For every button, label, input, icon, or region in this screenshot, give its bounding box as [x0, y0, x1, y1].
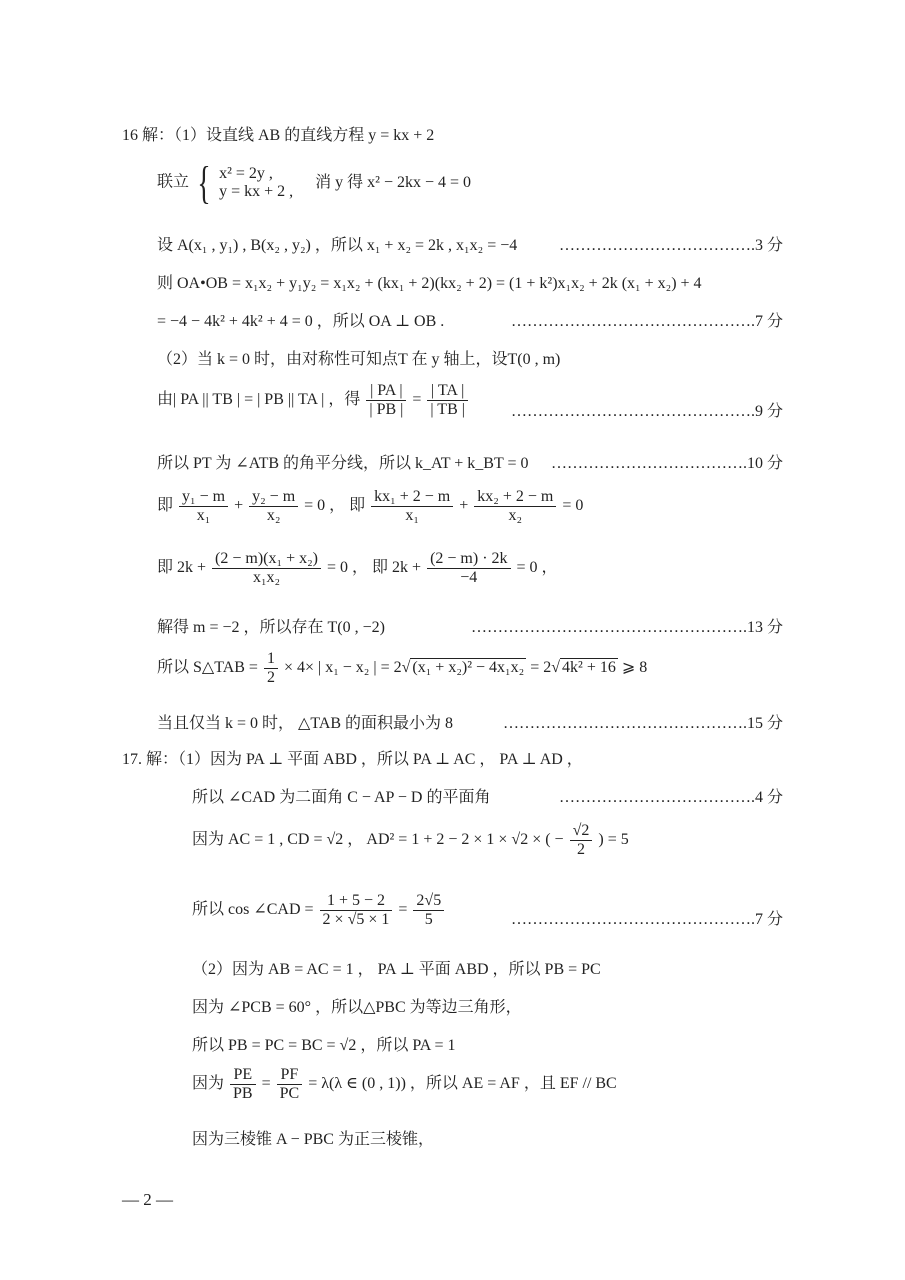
q16-score15: ……………………………………….15 分: [502, 715, 783, 732]
slope-frac2: [249, 488, 298, 525]
q17-angle60: 因为 ∠PCB = 60° ，所以△PBC 为等边三角形，: [192, 999, 522, 1016]
q16-score13: …………………………………………….13 分: [470, 619, 783, 636]
simpl-mid: = 0 ， 即 2k +: [327, 559, 422, 577]
q17-ratio-frac1: [230, 1066, 256, 1103]
q17-ratio-den1: PB: [230, 1084, 256, 1103]
ad2-den: 2: [570, 840, 593, 859]
q16-min-area: 当且仅当 k = 0 时， △TAB 的面积最小为 8: [157, 715, 454, 732]
area-half: [264, 650, 278, 687]
cos-eq: =: [398, 901, 408, 919]
simpl-frac1: [212, 550, 321, 587]
ratio-frac2: [427, 382, 468, 419]
system-eq1: x² = 2y ,: [219, 165, 273, 182]
system-result: 消 y 得 x² − 2kx − 4 = 0: [315, 173, 472, 191]
q16-score7: ……………………………………….7 分: [510, 313, 783, 330]
area-rad2: 4k² + 16: [562, 659, 616, 677]
q17-ratio-eq: =: [261, 1075, 271, 1093]
simpl-num1: (2 − m)(x₁ + x₂): [215, 550, 318, 567]
q16-ratio: 由| PA || TB | = | PB || TA | ，得 $\frac{| PA |}{| PB |}$ = $\frac{| TA |}{| TB |}$: [157, 382, 470, 419]
q16-bisector: 所以 PT 为 ∠ATB 的角平分线，所以 k_AT + k_BT = 0: [157, 455, 529, 472]
simpl-num2: (2 − m) · 2k: [430, 550, 508, 567]
ad2-end: ) = 5: [598, 831, 629, 849]
ad2-num: √2: [572, 822, 590, 839]
q17-ratio: [192, 1066, 617, 1103]
q16-score3: ……………………………….3 分: [558, 237, 783, 254]
page-number: — 2 —: [122, 1190, 173, 1209]
ratio-den2: | TB |: [427, 400, 468, 419]
system-brace: {: [197, 157, 211, 208]
q17-pyramid: 因为三棱锥 A − PBC 为正三棱锥，: [192, 1131, 434, 1148]
cos-frac2: [413, 892, 444, 929]
q16-perp: = −4 − 4k² + 4k² + 4 = 0 ，所以 OA ⊥ OB .: [157, 313, 445, 330]
slope-den1: x₁: [179, 506, 228, 525]
q17-ratio-prefix: 因为: [192, 1075, 225, 1093]
slope-num2: y₂ − m: [252, 488, 296, 505]
ratio-prefix: 由| PA || TB | = | PB || TA | ，得: [157, 391, 361, 409]
slope-num3: kx₁ + 2 − m: [374, 488, 451, 505]
q17-score7: ……………………………………….7 分: [510, 911, 783, 928]
q17-ratio-den2: PC: [277, 1084, 303, 1103]
cos-num2: 2√5: [416, 892, 442, 909]
simpl-den2: −4: [427, 568, 510, 587]
area-half-den: 2: [264, 668, 278, 687]
q17-ad2: [192, 822, 629, 859]
q16-simplify: [157, 550, 558, 587]
slope-num1: y₁ − m: [182, 488, 226, 505]
ratio-num2: | TA |: [431, 382, 465, 399]
q17-dihedral: 所以 ∠CAD 为二面角 C − AP − D 的平面角: [192, 789, 491, 806]
system-equations: [219, 165, 293, 201]
cos-frac1: [320, 892, 393, 929]
cos-prefix: 所以 cos ∠CAD =: [192, 901, 314, 919]
slope-num4: kx₂ + 2 − m: [477, 488, 554, 505]
simpl-prefix: 即 2k +: [157, 559, 207, 577]
q17-ratio-num2: PF: [280, 1066, 299, 1083]
system-label: 联立: [157, 173, 190, 191]
q16-slopes: 即 $\frac{\text{y₁ − m}}{\text{x₁}}$ + $\frac{\text{y₂ − m}}{\text{x₂}}$ = 0 ， 即 $\frac{\text{kx₁ + 2 − m}}{\text{x₁}}$ + $\frac{\text{kx₂ + 2 − m}}{\text{x₂}}$ = 0: [157, 488, 584, 524]
q17-cos: [192, 892, 446, 929]
ratio-den1: | PB |: [366, 400, 406, 419]
q16-part2: （2）当 k = 0 时，由对称性可知点T 在 y 轴上，设T(0 , m): [157, 351, 561, 368]
system-eq2: y = kx + 2 ,: [219, 183, 294, 200]
q17-ratio-num1: PE: [233, 1066, 253, 1083]
slope-frac4: [474, 488, 556, 525]
slope-frac1: [179, 488, 228, 525]
q16-area: 所以 S△TAB = $\frac{1}{2}$ × 4× | x₁ − x₂ | = 2√ (x₁ + x₂)² − 4x₁x₂ = 2√ 4k² + 16 ⩾ 8: [157, 650, 648, 686]
q17-score4: ……………………………….4 分: [558, 789, 783, 806]
q17-ratio-frac2: [277, 1066, 303, 1103]
area-rad1: (x₁ + x₂)² − 4x₁x₂: [412, 659, 525, 677]
area-prefix: 所以 S△TAB =: [157, 659, 258, 677]
simpl-frac2: [427, 550, 510, 587]
q16-system: [157, 157, 472, 208]
area-mid: × 4× | x₁ − x₂ | = 2: [283, 659, 402, 677]
q17-ratio-end: = λ(λ ∈ (0 , 1)) ，所以 AE = AF ，且 EF // BC: [308, 1075, 617, 1093]
ratio-frac1: [366, 382, 406, 419]
simpl-end: = 0 ，: [516, 559, 558, 577]
ad2-prefix: 因为 AC = 1 , CD = √2 ， AD² = 1 + 2 − 2 × 1 × √2 × ( −: [192, 831, 564, 849]
slopes-end: = 0: [562, 497, 584, 515]
q17-lengths: 所以 PB = PC = BC = √2 ，所以 PA = 1: [192, 1037, 456, 1054]
q17-part2: （2）因为 AB = AC = 1 ， PA ⊥ 平面 ABD ，所以 PB = PC: [192, 961, 601, 978]
area-half-num: 1: [266, 650, 275, 667]
cos-den2: 5: [413, 910, 444, 929]
slope-den4: x₂: [474, 506, 556, 525]
ratio-num1: | PA |: [370, 382, 403, 399]
simpl-den1: x₁x₂: [212, 568, 321, 587]
slope-den2: x₂: [249, 506, 298, 525]
cos-num: 1 + 5 − 2: [326, 892, 385, 909]
ad2-frac: [570, 822, 593, 859]
q16-score9: ……………………………………….9 分: [510, 403, 783, 420]
cos-den: 2 × √5 × 1: [320, 910, 393, 929]
q16-solve-m: 解得 m = −2 ，所以存在 T(0 , −2): [157, 619, 385, 636]
area-mid2: = 2: [530, 659, 552, 677]
slope-den3: x₁: [371, 506, 453, 525]
q16-dot-product: 则 OA•OB = x₁x₂ + y₁y₂ = x₁x₂ + (kx₁ + 2)(kx₂ + 2) = (1 + k²)x₁x₂ + 2k (x₁ + x₂) + 4: [157, 275, 702, 292]
q16-vieta: 设 A(x₁ , y₁) , B(x₂ , y₂) ，所以 x₁ + x₂ = 2k , x₁x₂ = −4: [157, 237, 518, 254]
q16-intro: 16 解：（1）设直线 AB 的直线方程 y = kx + 2: [122, 127, 435, 144]
slope-frac3: [371, 488, 453, 525]
q17-intro: 17. 解：（1）因为 PA ⊥ 平面 ABD ，所以 PA ⊥ AC ， PA ⊥ AD ，: [122, 751, 583, 768]
slopes-prefix: 即: [157, 497, 174, 515]
slopes-mid: = 0 ， 即: [304, 497, 366, 515]
q16-score10: ……………………………….10 分: [550, 455, 783, 472]
area-end: ⩾ 8: [621, 659, 648, 677]
